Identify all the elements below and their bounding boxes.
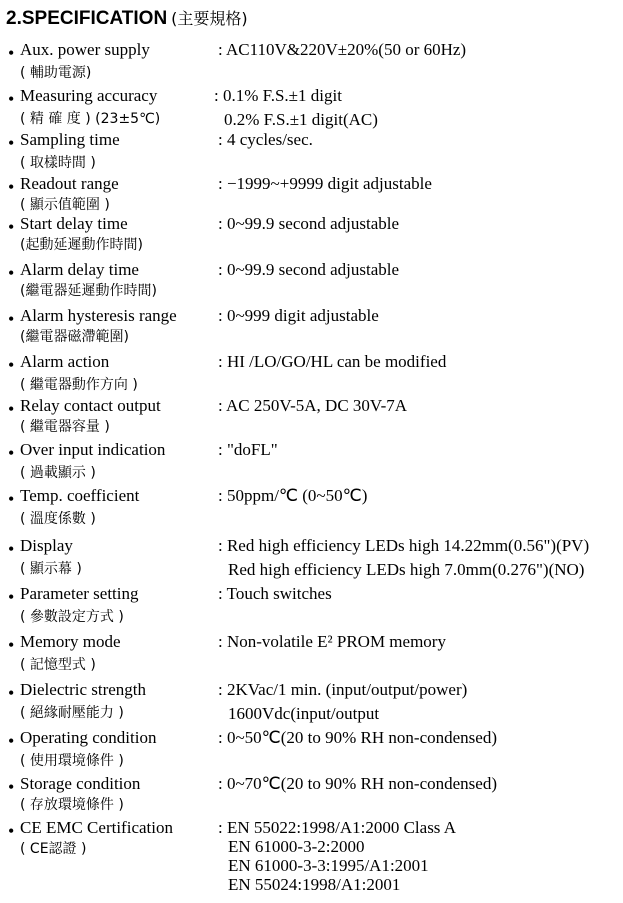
spec-label-zh: ( 使用環境條件 ): [20, 753, 124, 769]
bullet-icon: •: [8, 635, 15, 655]
spec-label-zh: ( 取樣時間 ): [20, 155, 96, 171]
spec-label-zh: (繼電器延遲動作時間): [20, 283, 157, 299]
spec-label-zh: ( 絕緣耐壓能力 ): [20, 705, 124, 721]
spec-label: Alarm action: [20, 352, 110, 371]
bullet-icon: •: [8, 217, 15, 237]
bullet-icon: •: [8, 133, 15, 153]
spec-value: : EN 55022:1998/A1:2000 Class A: [218, 818, 457, 837]
spec-value: EN 55024:1998/A1:2001: [228, 875, 401, 894]
section-heading: [6, 6, 248, 30]
spec-label: Dielectric strength: [20, 680, 147, 699]
spec-label: Alarm hysteresis range: [20, 306, 177, 325]
spec-value: : 50ppm/℃ (0~50℃): [218, 486, 368, 505]
spec-label-zh: ( 溫度係數 ): [20, 511, 96, 527]
spec-value: : HI /LO/GO/HL can be modified: [218, 352, 447, 371]
spec-label-zh: ( 參數設定方式 ): [20, 609, 124, 625]
spec-value: : "doFL": [218, 440, 278, 459]
spec-label-zh: ( CE認證 ): [20, 841, 87, 857]
bullet-icon: •: [8, 309, 15, 329]
spec-value: : AC 250V-5A, DC 30V-7A: [218, 396, 408, 415]
spec-value: : −1999~+9999 digit adjustable: [218, 174, 432, 193]
spec-value: : 0~999 digit adjustable: [218, 306, 379, 325]
spec-value: Red high efficiency LEDs high 7.0mm(0.276")(NO): [228, 560, 585, 579]
bullet-icon: •: [8, 489, 15, 509]
spec-value: : Non-volatile E² PROM memory: [218, 632, 446, 651]
bullet-icon: •: [8, 43, 15, 63]
bullet-icon: •: [8, 263, 15, 283]
spec-label-zh: (起動延遲動作時間): [20, 237, 143, 253]
spec-label-zh: ( 顯示值範圍 ): [20, 197, 110, 213]
bullet-icon: •: [8, 539, 15, 559]
bullet-icon: •: [8, 683, 15, 703]
spec-value: : AC110V&220V±20%(50 or 60Hz): [218, 40, 467, 59]
section-title-zh: (主要規格): [171, 9, 248, 28]
spec-label-zh: ( 過載顯示 ): [20, 465, 96, 481]
spec-label: Parameter setting: [20, 584, 139, 603]
bullet-icon: •: [8, 89, 15, 109]
spec-label-zh: ( 記憶型式 ): [20, 657, 96, 673]
spec-value: : 0~70℃(20 to 90% RH non-condensed): [218, 774, 497, 793]
spec-value: : 0~50℃(20 to 90% RH non-condensed): [218, 728, 497, 747]
bullet-icon: •: [8, 399, 15, 419]
spec-label-zh: ( 存放環境條件 ): [20, 797, 124, 813]
spec-label: Operating condition: [20, 728, 157, 747]
spec-value: EN 61000-3-2:2000: [228, 837, 365, 856]
bullet-icon: •: [8, 777, 15, 797]
spec-value: : 0.1% F.S.±1 digit: [214, 86, 342, 105]
spec-label-zh: (繼電器磁滯範圍): [20, 329, 129, 345]
bullet-icon: •: [8, 821, 15, 841]
spec-value: 0.2% F.S.±1 digit(AC): [224, 110, 378, 129]
spec-label: Sampling time: [20, 130, 120, 149]
spec-label: Memory mode: [20, 632, 121, 651]
spec-value: : Touch switches: [218, 584, 332, 603]
spec-label: Measuring accuracy: [20, 86, 158, 105]
bullet-icon: •: [8, 587, 15, 607]
spec-value: EN 61000-3-3:1995/A1:2001: [228, 856, 429, 875]
spec-value: : 0~99.9 second adjustable: [218, 260, 400, 279]
spec-value: : 0~99.9 second adjustable: [218, 214, 400, 233]
spec-label-zh: ( 繼電器動作方向 ): [20, 377, 138, 393]
spec-label: Display: [20, 536, 73, 555]
bullet-icon: •: [8, 731, 15, 751]
bullet-icon: •: [8, 177, 15, 197]
spec-value: : 4 cycles/sec.: [218, 130, 313, 149]
spec-label: CE EMC Certification: [20, 818, 173, 837]
spec-label: Readout range: [20, 174, 119, 193]
spec-label: Relay contact output: [20, 396, 161, 415]
spec-label-zh: ( 輔助電源): [20, 65, 92, 81]
spec-label-zh: ( 顯示幕 ): [20, 561, 82, 577]
spec-label: Start delay time: [20, 214, 128, 233]
spec-value: : 2KVac/1 min. (input/output/power): [218, 680, 468, 699]
spec-label: Temp. coefficient: [20, 486, 140, 505]
spec-label: Storage condition: [20, 774, 141, 793]
spec-label: Alarm delay time: [20, 260, 139, 279]
spec-value: 1600Vdc(input/output: [228, 704, 380, 723]
spec-label-zh: ( 精 確 度 ) (23±5℃): [20, 111, 161, 127]
spec-value: : Red high efficiency LEDs high 14.22mm(0.56")(PV): [218, 536, 590, 555]
spec-label: Over input indication: [20, 440, 166, 459]
spec-label-zh: ( 繼電器容量 ): [20, 419, 110, 435]
section-title: 2.SPECIFICATION: [6, 8, 168, 29]
spec-label: Aux. power supply: [20, 40, 150, 59]
bullet-icon: •: [8, 355, 15, 375]
bullet-icon: •: [8, 443, 15, 463]
